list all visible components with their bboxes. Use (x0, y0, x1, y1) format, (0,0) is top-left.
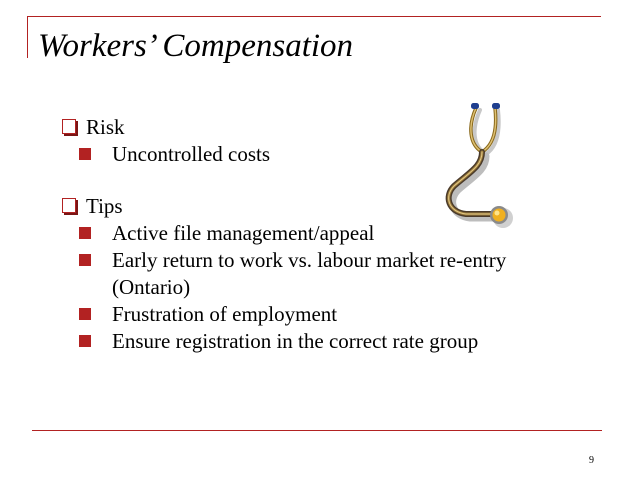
list-item-label: Frustration of employment (112, 302, 338, 326)
slide-title: Workers’ Compensation (38, 28, 354, 64)
list-item (62, 247, 542, 301)
list-item (62, 301, 542, 328)
stethoscope-icon (440, 98, 516, 236)
square-bullet-icon (79, 227, 91, 239)
page-number: 9 (589, 455, 594, 466)
list-item (62, 328, 542, 355)
section-heading-label: Tips (86, 194, 123, 218)
square-bullet-icon (79, 148, 91, 160)
checkbox-bullet-icon (62, 119, 76, 134)
list-item-label: Early return to work vs. labour market re-entry (Ontario) (112, 248, 507, 299)
list-item-label: Active file management/appeal (112, 221, 375, 245)
checkbox-bullet-icon (62, 198, 76, 213)
square-bullet-icon (79, 308, 91, 320)
bottom-divider (32, 430, 602, 431)
section-heading-label: Risk (86, 115, 125, 139)
list-item-label: Uncontrolled costs (112, 142, 271, 166)
square-bullet-icon (79, 254, 91, 266)
list-item-label: Ensure registration in the correct rate group (112, 329, 479, 353)
top-divider (27, 16, 601, 17)
title-side-divider (27, 16, 28, 58)
square-bullet-icon (79, 335, 91, 347)
